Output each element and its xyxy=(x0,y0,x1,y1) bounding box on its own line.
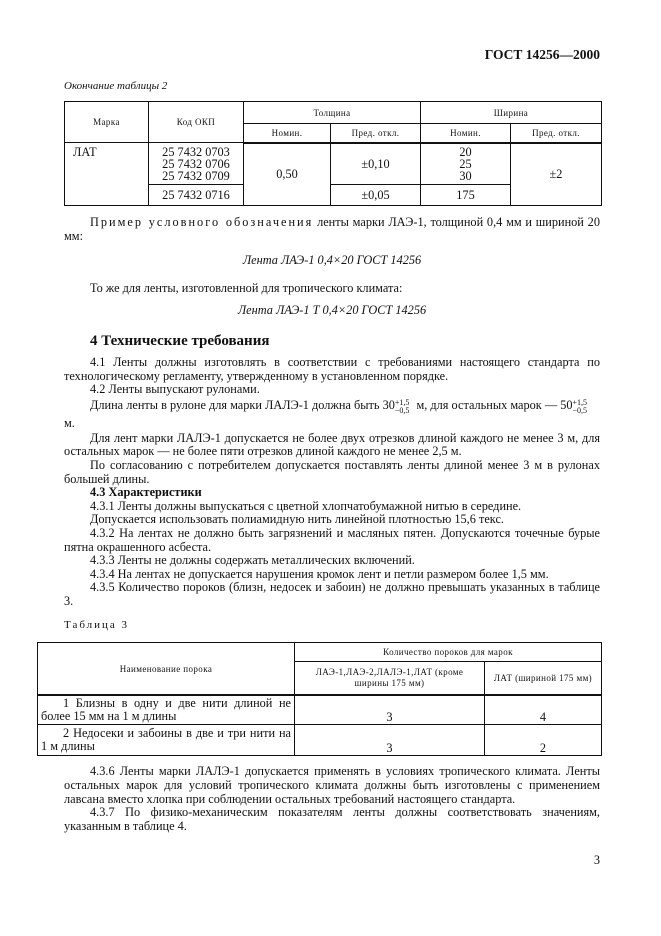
th-col2: ЛАТ (шириной 175 мм) xyxy=(485,662,602,695)
th-width-tol: Пред. откл. xyxy=(511,124,602,143)
cell-mark: ЛАТ xyxy=(65,143,149,206)
tol-up: +1,5 xyxy=(572,397,588,407)
cell-width-nominal: 20 xyxy=(459,144,472,159)
cell-thickness-nominal: 0,50 xyxy=(244,143,331,206)
tol-up: +1,5 xyxy=(394,397,410,407)
example-text: ленты марки ЛАЭ-1, толщиной 0,4 мм и шириной 20 мм: xyxy=(64,215,600,243)
cell-width-nominal: 30 xyxy=(459,168,472,183)
defect-count: 3 xyxy=(295,695,485,725)
th-mark: Марка xyxy=(65,102,149,143)
para-4-3-1b: Допускается использовать полиамидную нить линейной плотностью 15,6 текс. xyxy=(90,512,504,527)
example-lead: Пример условного обозначения xyxy=(90,215,314,229)
cell-okp: 25 7432 0716 xyxy=(149,185,244,206)
length-text-c: м. xyxy=(64,415,75,430)
th-thick-tol: Пред. откл. xyxy=(331,124,421,143)
th-thickness: Толщина xyxy=(244,102,421,124)
para-4-3-2: 4.3.2 На лентах не должно быть загрязнений и масляных пятен. Допускаются точечные бурые пятна окрашенного асбеста. xyxy=(64,525,600,554)
cell-thickness-tol: ±0,10 xyxy=(331,143,421,185)
para-length xyxy=(64,397,600,432)
example-formula-2: Лента ЛАЭ-1 Т 0,4×20 ГОСТ 14256 xyxy=(237,303,427,318)
th-count: Количество пороков для марок xyxy=(295,643,602,662)
cell-width-nominal: 25 xyxy=(459,156,472,171)
th-col1: ЛАЭ-1,ЛАЭ-2,ЛАЛЭ-1,ЛАТ (кроме ширины 175 мм) xyxy=(295,662,485,695)
cell-okp: 25 7432 0709 xyxy=(162,168,230,183)
example-formula-1: Лента ЛАЭ-1 0,4×20 ГОСТ 14256 xyxy=(242,253,422,268)
para-agreement: По согласованию с потребителем допускается поставлять ленты длиной менее 3 м в рулонах большей длины. xyxy=(64,457,600,486)
cell-width-tol: ±2 xyxy=(511,143,602,206)
example-paragraph xyxy=(64,216,600,243)
section-4-heading: 4 Технические требования xyxy=(90,332,270,349)
table2-caption: Окончание таблицы 2 xyxy=(64,80,168,92)
para-4-3-1: 4.3.1 Ленты должны выпускаться с цветной хлопчатобумажной нитью в середине. xyxy=(90,498,522,513)
para-4-3-6: 4.3.6 Ленты марки ЛАЛЭ-1 допускается применять в условиях тропического климата. Ленты остальных марок для условий тропического климата должны быть изготовлены с применением лавсана вместо хлопка при соблюдении остальных требований настоящего стандарта. xyxy=(64,764,600,806)
tropical-text: То же для ленты, изготовленной для тропического климата: xyxy=(90,280,403,295)
cell-okp: 25 7432 0706 xyxy=(162,156,230,171)
cell-okp: 25 7432 0703 xyxy=(162,144,230,159)
length-text-a: Длина ленты в рулоне для марки ЛАЛЭ-1 должна быть 30 xyxy=(90,397,395,412)
para-4-1: 4.1 Ленты должны изготовлять в соответствии с требованиями настоящего стандарта по технологическому регламенту, утвержденному в установленном порядке. xyxy=(64,354,600,383)
cell-width-nominal: 175 xyxy=(421,185,511,206)
para-4-2: 4.2 Ленты выпускают рулонами. xyxy=(90,382,260,397)
tol-down: −0,5 xyxy=(572,405,588,415)
defect-count: 4 xyxy=(485,695,602,725)
th-okp: Код ОКП xyxy=(149,102,244,143)
th-thick-nominal: Номин. xyxy=(244,124,331,143)
page-body xyxy=(41,79,600,868)
th-defect: Наименование порока xyxy=(38,643,295,695)
defect-count: 2 xyxy=(485,725,602,756)
tol-down: −0,5 xyxy=(394,405,410,415)
para-4-3: 4.3 Характеристики xyxy=(90,485,202,500)
page-number: 3 xyxy=(593,853,600,868)
para-4-3-7: 4.3.7 По физико-механическим показателям ленты должны соответствовать значениям, указанным в таблице 4. xyxy=(64,805,600,833)
length-text-b: м, для остальных марок — 50 xyxy=(413,397,573,412)
table2 xyxy=(64,101,602,206)
table3 xyxy=(37,642,602,756)
para-4-3-5: 4.3.5 Количество пороков (близн, недосек и забоин) не должно превышать указанных в таблице 3. xyxy=(64,580,600,608)
defect-name: 1 Близны в одну и две нити длиной не более 15 мм на 1 м длины xyxy=(38,695,295,725)
table-row xyxy=(38,695,602,725)
th-width: Ширина xyxy=(421,102,602,124)
document-standard-number: ГОСТ 14256—2000 xyxy=(484,47,600,62)
para-4-3-3: 4.3.3 Ленты не должны содержать металлических включений. xyxy=(90,553,415,568)
th-width-nominal: Номин. xyxy=(421,124,511,143)
defect-name: 2 Недосеки и забоины в две и три нити на 1 м длины xyxy=(38,725,295,756)
para-segments: Для лент марки ЛАЛЭ-1 допускается не более двух отрезков длиной каждого не менее 3 м, для остальных марок — не более пяти отрезков длиной каждого не менее 2,5 м. xyxy=(64,430,600,459)
table3-caption: Таблица 3 xyxy=(64,619,130,632)
cell-thickness-tol: ±0,05 xyxy=(331,185,421,206)
para-4-3-4: 4.3.4 На лентах не допускается нарушения кромок лент и петли размером более 1,5 мм. xyxy=(90,566,549,581)
defect-count: 3 xyxy=(295,725,485,756)
table-row xyxy=(38,725,602,756)
